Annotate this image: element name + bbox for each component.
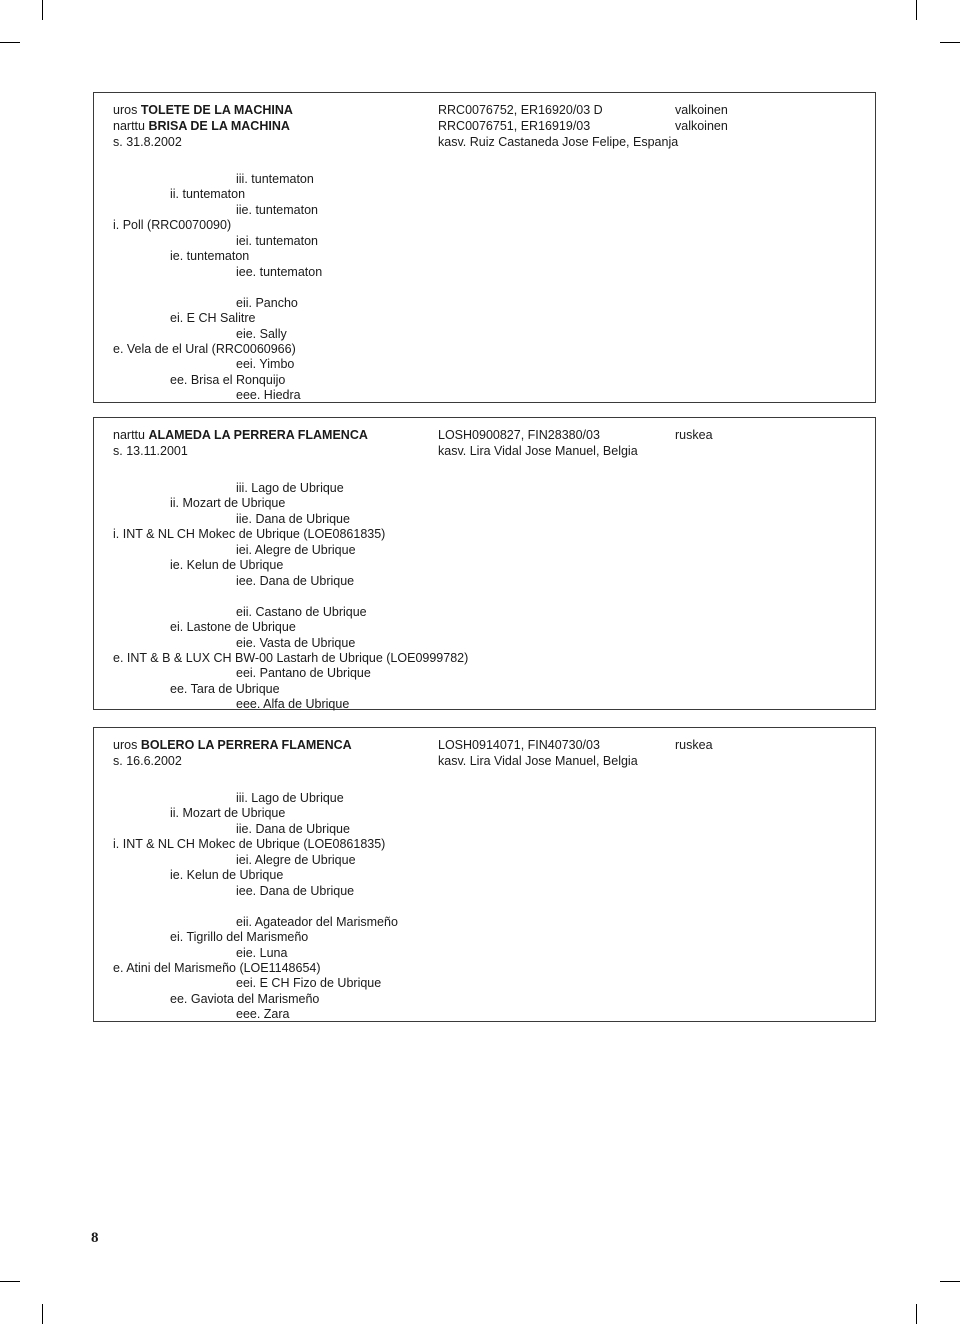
coat-color: ruskea [675,738,713,752]
pedigree-ancestor: iii. tuntematon [236,172,314,186]
pedigree-ancestor: eie. Sally [236,326,287,341]
header-dog-line [113,753,182,769]
dog-name: TOLETE DE LA MACHINA [140,103,293,117]
pedigree-ancestor: iee. tuntematon [236,264,323,279]
pedigree-ancestor: eei. Yimbo [236,357,295,372]
dog-name: BOLERO LA PERRERA FLAMENCA [140,738,352,752]
pedigree-ancestor: ie. Kelun de Ubrique [170,558,284,573]
pedigree-ancestor: eii. Castano de Ubrique [236,604,367,619]
pedigree-ancestor: iei. Alegre de Ubrique [236,852,356,867]
pedigree-ancestor: ii. tuntematon [170,187,246,202]
crop-mark [916,0,917,20]
pedigree-ancestor: ii. Mozart de Ubrique [170,496,286,511]
header-dog-line [113,427,368,443]
dog-name: ALAMEDA LA PERRERA FLAMENCA [148,428,368,442]
pedigree-ancestor: iie. tuntematon [236,202,318,217]
header-dog-line [113,134,182,150]
pedigree-ancestor: iee. Dana de Ubrique [236,573,355,588]
pedigree-ancestor: ii. Mozart de Ubrique [170,806,286,821]
pedigree-ancestor: iii. Lago de Ubrique [236,481,344,495]
header-prefix: s. 31.8.2002 [113,135,182,149]
registration-info: LOSH0900827, FIN28380/03 [438,428,600,442]
pedigree-ancestor: ee. Gaviota del Marismeño [170,991,320,1006]
pedigree-ancestor: iee. Dana de Ubrique [236,883,355,898]
coat-color: valkoinen [675,119,728,133]
header-dog-line [113,443,188,459]
crop-mark [0,1281,20,1282]
header-prefix: uros [113,103,138,117]
pedigree-ancestor: e. Vela de el Ural (RRC0060966) [113,341,296,356]
registration-info: RRC0076751, ER16919/03 [438,119,591,133]
registration-info: kasv. Lira Vidal Jose Manuel, Belgia [438,754,638,768]
pedigree-ancestor: iii. Lago de Ubrique [236,791,344,805]
crop-mark [42,0,43,20]
coat-color: ruskea [675,428,713,442]
pedigree-ancestor: ei. Tigrillo del Marismeño [170,930,309,945]
pedigree-ancestor: e. INT & B & LUX CH BW-00 Lastarh de Ubrique (LOE0999782) [113,650,469,665]
registration-info: kasv. Lira Vidal Jose Manuel, Belgia [438,444,638,458]
coat-color: valkoinen [675,103,728,117]
pedigree-ancestor: ie. Kelun de Ubrique [170,868,284,883]
pedigree-ancestor: iie. Dana de Ubrique [236,821,350,836]
header-prefix: s. 13.11.2001 [113,444,188,458]
pedigree-ancestor: ei. E CH Salitre [170,311,256,326]
header-prefix: uros [113,738,138,752]
pedigree-ancestor: eee. Hiedra [236,388,301,403]
header-dog-line [113,102,293,118]
pedigree-ancestor: e. Atini del Marismeño (LOE1148654) [113,960,321,975]
registration-info: RRC0076752, ER16920/03 D [438,103,603,117]
pedigree-ancestor: ie. tuntematon [170,249,250,264]
pedigree-ancestor: iei. Alegre de Ubrique [236,542,356,557]
pedigree-ancestor: i. INT & NL CH Mokec de Ubrique (LOE0861835) [113,837,386,852]
pedigree-ancestor: eei. Pantano de Ubrique [236,666,371,681]
pedigree-ancestor: eii. Agateador del Marismeño [236,914,398,929]
pedigree-ancestor: ei. Lastone de Ubrique [170,620,296,635]
dog-name: BRISA DE LA MACHINA [148,119,290,133]
header-prefix: narttu [113,119,145,133]
pedigree-ancestor: eee. Alfa de Ubrique [236,697,350,712]
pedigree-ancestor: eie. Luna [236,945,288,960]
crop-mark [42,1304,43,1324]
header-prefix: narttu [113,428,145,442]
pedigree-ancestor: ee. Brisa el Ronquijo [170,372,286,387]
pedigree-ancestor: ee. Tara de Ubrique [170,681,280,696]
registration-info: LOSH0914071, FIN40730/03 [438,738,600,752]
crop-mark [940,42,960,43]
header-prefix: s. 16.6.2002 [113,754,182,768]
pedigree-ancestor: eie. Vasta de Ubrique [236,635,356,650]
crop-mark [916,1304,917,1324]
registration-info: kasv. Ruiz Castaneda Jose Felipe, Espanja [438,135,679,149]
header-dog-line [113,118,290,134]
pedigree-ancestor: iie. Dana de Ubrique [236,511,350,526]
pedigree-ancestor: eee. Zara [236,1007,290,1022]
pedigree-ancestor: iei. tuntematon [236,233,318,248]
pedigree-ancestor: eii. Pancho [236,295,298,310]
crop-mark [940,1281,960,1282]
crop-mark [0,42,20,43]
pedigree-ancestor: eei. E CH Fizo de Ubrique [236,976,382,991]
pedigree-ancestor: i. Poll (RRC0070090) [113,218,232,233]
pedigree-ancestor: i. INT & NL CH Mokec de Ubrique (LOE0861835) [113,527,386,542]
page-number: 8 [91,1230,99,1246]
header-dog-line [113,737,352,753]
